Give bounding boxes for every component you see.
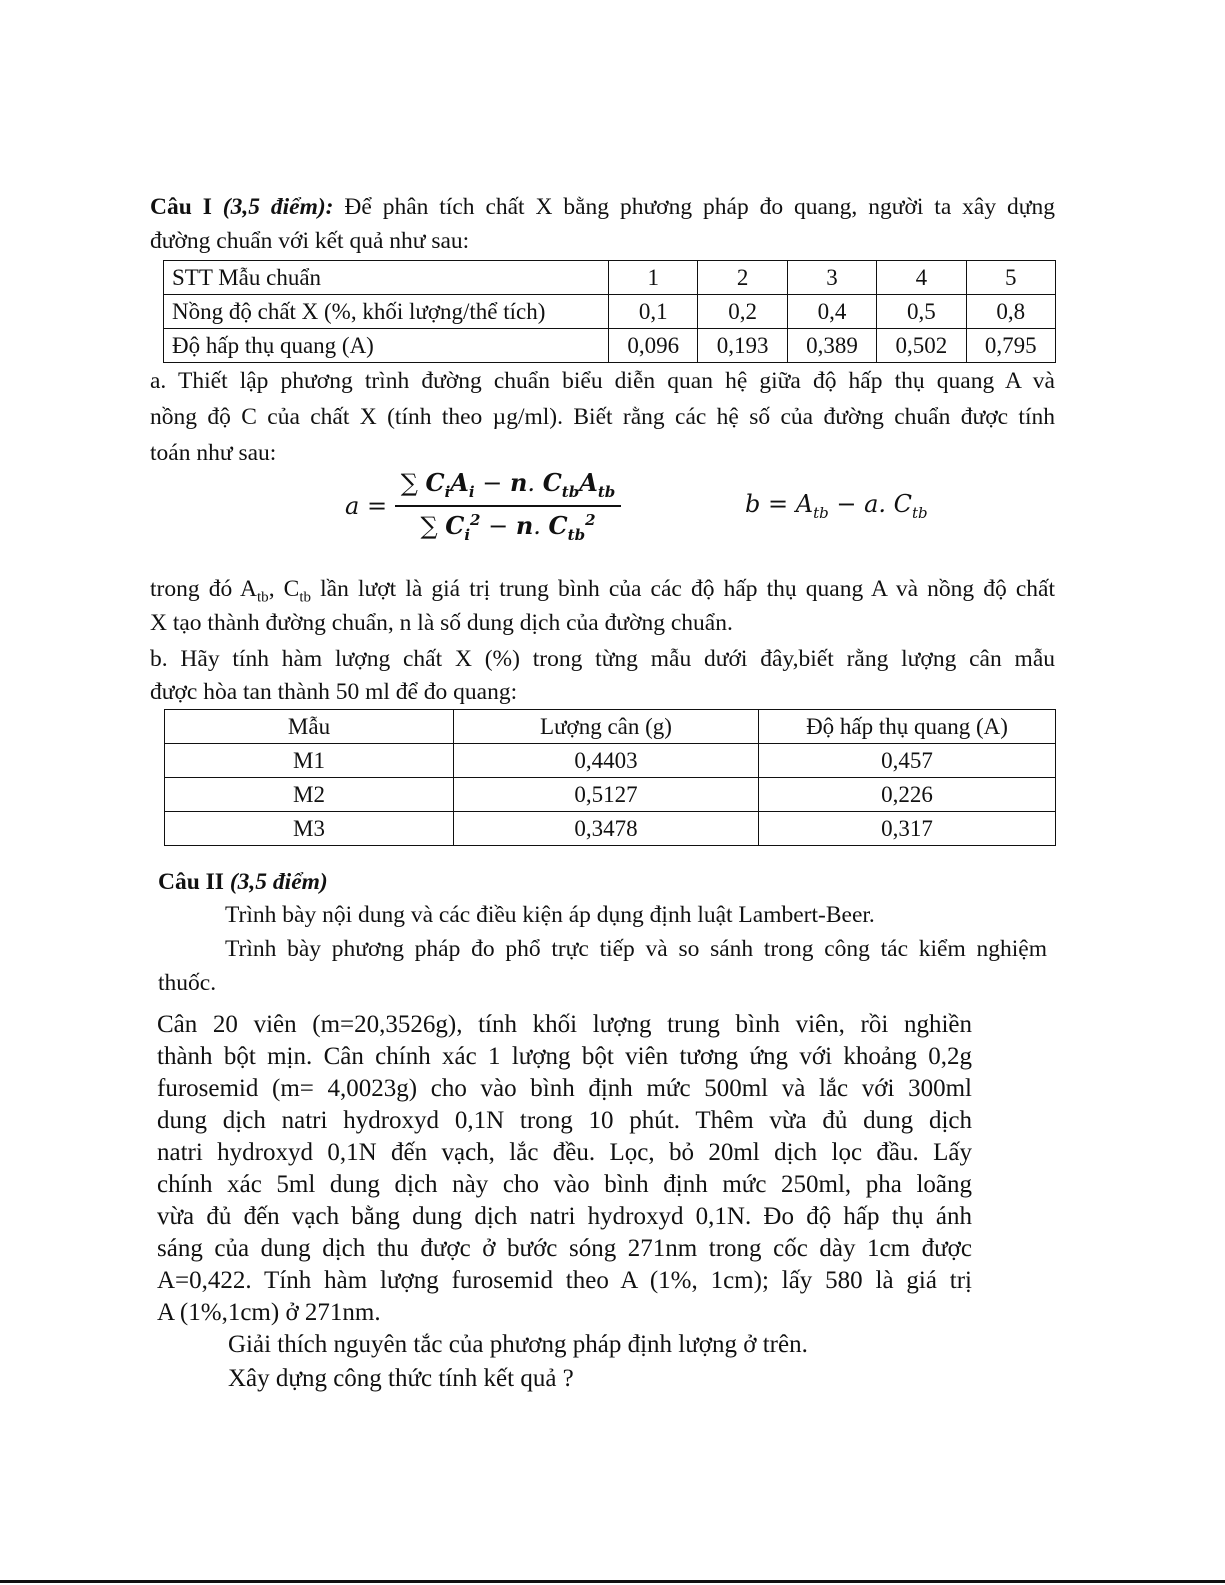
where-line2: X tạo thành đường chuẩn, n là số dung dịch của đường chuẩn. — [150, 610, 733, 636]
table-row — [164, 329, 1056, 363]
formula-a — [345, 468, 621, 544]
table-row — [165, 812, 1056, 846]
para-line: Cân 20 viên (m=20,3526g), tính khối lượng trung bình viên, rồi nghiền — [157, 1011, 972, 1038]
q2-title: Câu II — [158, 869, 224, 895]
q2-line2b: thuốc. — [158, 970, 217, 996]
table-cell: STT Mẫu chuẩn — [164, 261, 609, 295]
table-cell: 0,389 — [787, 329, 876, 363]
calibration-table — [163, 260, 1056, 363]
table-cell: M1 — [165, 744, 454, 778]
table-cell: M3 — [165, 812, 454, 846]
table-cell: Độ hấp thụ quang (A) — [759, 710, 1056, 744]
q2-heading — [158, 865, 1058, 899]
part-b-line2: được hòa tan thành 50 ml để đo quang: — [150, 679, 518, 705]
q2-explain: Giải thích nguyên tắc của phương pháp định lượng ở trên. — [228, 1331, 808, 1358]
part-b-line1: b. Hãy tính hàm lượng chất X (%) trong từng mẫu dưới đây,biết rằng lượng cân mẫu — [150, 646, 1055, 672]
table-cell: 3 — [787, 261, 876, 295]
table-cell: 0,226 — [759, 778, 1056, 812]
para-line: natri hydroxyd 0,1N đến vạch, lắc đều. Lọc, bỏ 20ml dịch lọc đầu. Lấy — [157, 1139, 972, 1166]
para-line: A (1%,1cm) ở 271nm. — [157, 1299, 381, 1326]
formula-a-fraction — [395, 468, 622, 544]
table-row — [165, 778, 1056, 812]
table-cell: 2 — [698, 261, 787, 295]
q1-heading — [150, 190, 1055, 224]
para-line: vừa đủ đến vạch bằng dung dịch natri hydroxyd 0,1N. Đo độ hấp thụ ánh — [157, 1203, 972, 1230]
q1-intro-line2: đường chuẩn với kết quả như sau: — [150, 228, 470, 254]
formula-a-lhs: a = — [345, 491, 388, 520]
formula-a-numerator: ∑ $C_iA_i - n$. $C_{tb}A_{tb}$ — [395, 468, 622, 507]
table-cell: 0,5 — [877, 295, 966, 329]
table-cell: 0,457 — [759, 744, 1056, 778]
table-cell: 0,4403 — [454, 744, 759, 778]
q1-points: (3,5 điểm): — [222, 194, 334, 220]
page-bottom-rule — [0, 1580, 1225, 1583]
para-line: thành bột mịn. Cân chính xác 1 lượng bột viên tương ứng với khoảng 0,2g — [157, 1043, 972, 1070]
para-line: dung dịch natri hydroxyd 0,1N trong 10 phút. Thêm vừa đủ dung dịch — [157, 1107, 972, 1134]
table-cell: 0,1 — [609, 295, 698, 329]
table-cell: 0,2 — [698, 295, 787, 329]
where-line1: trong đó $A_{tb}$, $C_{tb}$ lần lượt là giá trị trung bình của các độ hấp thụ quang A và nồng độ chất — [150, 576, 1055, 606]
formula-b: $b = A_{tb} - a$. $C_{tb}$ — [745, 490, 928, 522]
q2-formula: Xây dựng công thức tính kết quả ? — [228, 1365, 574, 1392]
q2-points: (3,5 điểm) — [229, 869, 328, 895]
table-cell: Lượng cân (g) — [454, 710, 759, 744]
table-cell: Nồng độ chất X (%, khối lượng/thể tích) — [164, 295, 609, 329]
q2-line2: Trình bày phương pháp đo phổ trực tiếp và so sánh trong công tác kiểm nghiệm — [225, 936, 1047, 962]
part-a-line2: nồng độ C của chất X (tính theo µg/ml). Biết rằng các hệ số của đường chuẩn được tính — [150, 404, 1055, 430]
q1-title: Câu I — [150, 194, 212, 220]
table-cell: 0,317 — [759, 812, 1056, 846]
q1-intro: Để phân tích chất X bằng phương pháp đo quang, người ta xây dựng — [344, 194, 1055, 220]
part-a-line1: a. Thiết lập phương trình đường chuẩn biểu diễn quan hệ giữa độ hấp thụ quang A và — [150, 368, 1055, 394]
table-cell: 0,8 — [966, 295, 1055, 329]
table-row — [164, 295, 1056, 329]
table-row — [165, 744, 1056, 778]
table-cell: 0,5127 — [454, 778, 759, 812]
table-cell: 4 — [877, 261, 966, 295]
table-cell: 5 — [966, 261, 1055, 295]
table-cell: 0,193 — [698, 329, 787, 363]
para-line: furosemid (m= 4,0023g) cho vào bình định mức 500ml và lắc với 300ml — [157, 1075, 972, 1102]
para-line: A=0,422. Tính hàm lượng furosemid theo A (1%, 1cm); lấy 580 là giá trị — [157, 1267, 972, 1294]
table-cell: 0,795 — [966, 329, 1055, 363]
table-cell: 0,502 — [877, 329, 966, 363]
para-line: chính xác 5ml dung dịch này cho vào bình định mức 250ml, pha loãng — [157, 1171, 972, 1198]
para-line: sáng của dung dịch thu được ở bước sóng 271nm trong cốc dày 1cm được — [157, 1235, 972, 1262]
table-cell: M2 — [165, 778, 454, 812]
table-cell: Độ hấp thụ quang (A) — [164, 329, 609, 363]
table-row — [164, 261, 1056, 295]
part-a-line3: toán như sau: — [150, 440, 277, 466]
table-cell: 0,4 — [787, 295, 876, 329]
formula-a-denominator: ∑ $C_i^2 - n$. $C_{tb}^2$ — [420, 510, 596, 544]
table-cell: 0,3478 — [454, 812, 759, 846]
q2-line1: Trình bày nội dung và các điều kiện áp dụng định luật Lambert-Beer. — [225, 902, 875, 928]
table-cell: 0,096 — [609, 329, 698, 363]
table-cell: 1 — [609, 261, 698, 295]
sample-table — [164, 709, 1056, 846]
table-row — [165, 710, 1056, 744]
table-cell: Mẫu — [165, 710, 454, 744]
